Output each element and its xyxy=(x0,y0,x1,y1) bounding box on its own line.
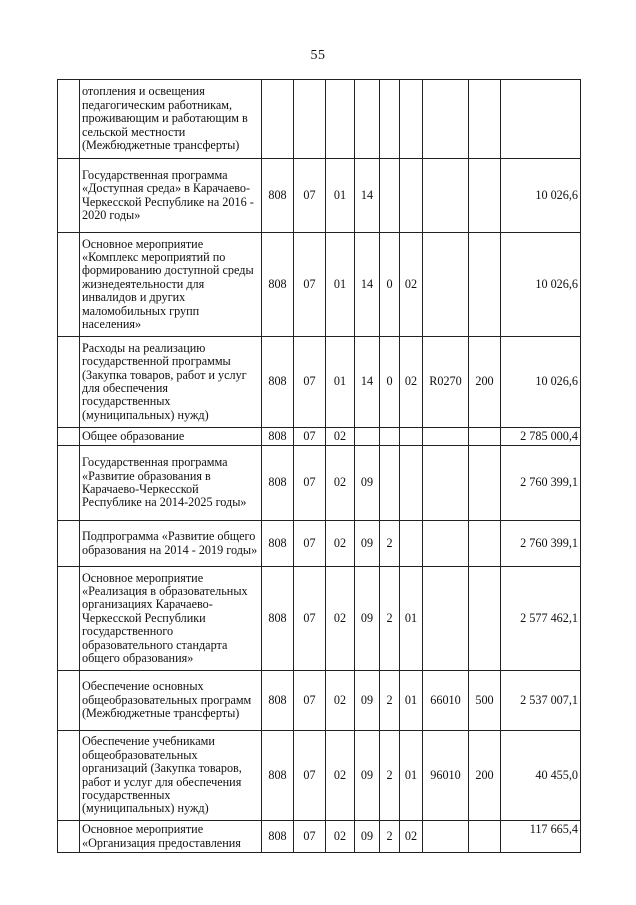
expense-type-code xyxy=(469,80,501,159)
program-code: 14 xyxy=(355,337,380,428)
subprogram-code xyxy=(380,428,400,446)
ministry-code xyxy=(262,80,294,159)
amount: 10 026,6 xyxy=(501,233,581,337)
ministry-code: 808 xyxy=(262,428,294,446)
subprogram-code xyxy=(380,159,400,233)
activity-code xyxy=(400,159,423,233)
item-name: отопления и освещения педагогическим работникам, проживающим и работающим в сельской местности (Межбюджетные трансферты) xyxy=(80,80,262,159)
subprogram-code xyxy=(380,446,400,521)
section-code xyxy=(294,80,326,159)
program-code: 14 xyxy=(355,159,380,233)
direction-code xyxy=(423,821,469,853)
amount xyxy=(501,80,581,159)
section-code: 07 xyxy=(294,731,326,821)
amount: 10 026,6 xyxy=(501,337,581,428)
table-row xyxy=(58,821,581,853)
subsection-code: 02 xyxy=(326,731,355,821)
subprogram-code xyxy=(380,80,400,159)
table-row xyxy=(58,428,581,446)
amount: 117 665,4 xyxy=(501,821,581,853)
expense-type-code xyxy=(469,233,501,337)
expense-type-code xyxy=(469,821,501,853)
activity-code xyxy=(400,446,423,521)
expense-type-code xyxy=(469,159,501,233)
ministry-code: 808 xyxy=(262,821,294,853)
row-index-cell xyxy=(58,567,80,671)
section-code: 07 xyxy=(294,671,326,731)
activity-code: 01 xyxy=(400,567,423,671)
activity-code xyxy=(400,428,423,446)
table-row xyxy=(58,80,581,159)
section-code: 07 xyxy=(294,446,326,521)
expense-type-code: 200 xyxy=(469,337,501,428)
subsection-code: 01 xyxy=(326,337,355,428)
amount: 2 537 007,1 xyxy=(501,671,581,731)
row-index-cell xyxy=(58,446,80,521)
direction-code xyxy=(423,233,469,337)
program-code: 09 xyxy=(355,731,380,821)
direction-code xyxy=(423,521,469,567)
program-code: 09 xyxy=(355,446,380,521)
amount: 40 455,0 xyxy=(501,731,581,821)
direction-code: 66010 xyxy=(423,671,469,731)
subsection-code: 02 xyxy=(326,521,355,567)
ministry-code: 808 xyxy=(262,159,294,233)
item-name: Подпрограмма «Развитие общего образования на 2014 - 2019 годы» xyxy=(80,521,262,567)
ministry-code: 808 xyxy=(262,337,294,428)
expense-type-code xyxy=(469,521,501,567)
direction-code: 96010 xyxy=(423,731,469,821)
row-index-cell xyxy=(58,80,80,159)
amount: 2 760 399,1 xyxy=(501,521,581,567)
subprogram-code: 0 xyxy=(380,337,400,428)
item-name: Основное мероприятие «Комплекс мероприятий по формированию доступной среды жизнедеятельности для инвалидов и других маломобильных групп населения» xyxy=(80,233,262,337)
subprogram-code: 2 xyxy=(380,821,400,853)
row-index-cell xyxy=(58,159,80,233)
subsection-code xyxy=(326,80,355,159)
section-code: 07 xyxy=(294,337,326,428)
item-name: Государственная программа «Развитие образования в Карачаево-Черкесской Республике на 2014-2025 годы» xyxy=(80,446,262,521)
item-name: Основное мероприятие «Организация предоставления xyxy=(80,821,262,853)
subprogram-code: 0 xyxy=(380,233,400,337)
subsection-code: 02 xyxy=(326,428,355,446)
row-index-cell xyxy=(58,337,80,428)
activity-code: 02 xyxy=(400,821,423,853)
direction-code xyxy=(423,80,469,159)
item-name: Обеспечение учебниками общеобразовательных организаций (Закупка товаров, работ и услуг для обеспечения государственных (муниципальных) нужд) xyxy=(80,731,262,821)
ministry-code: 808 xyxy=(262,233,294,337)
program-code: 09 xyxy=(355,671,380,731)
item-name: Основное мероприятие «Реализация в образовательных организациях Карачаево-Черкесской Республики государственного образовательного стандарта общего образования» xyxy=(80,567,262,671)
subsection-code: 02 xyxy=(326,446,355,521)
expense-type-code: 500 xyxy=(469,671,501,731)
subprogram-code: 2 xyxy=(380,731,400,821)
ministry-code: 808 xyxy=(262,671,294,731)
table-row xyxy=(58,446,581,521)
program-code: 09 xyxy=(355,521,380,567)
table-row xyxy=(58,233,581,337)
direction-code xyxy=(423,159,469,233)
ministry-code: 808 xyxy=(262,521,294,567)
direction-code xyxy=(423,567,469,671)
amount: 2 760 399,1 xyxy=(501,446,581,521)
activity-code xyxy=(400,521,423,567)
section-code: 07 xyxy=(294,159,326,233)
subprogram-code: 2 xyxy=(380,567,400,671)
ministry-code: 808 xyxy=(262,731,294,821)
section-code: 07 xyxy=(294,821,326,853)
item-name: Государственная программа «Доступная среда» в Карачаево-Черкесской Республике на 2016 - 2020 годы» xyxy=(80,159,262,233)
activity-code: 02 xyxy=(400,233,423,337)
subprogram-code: 2 xyxy=(380,521,400,567)
budget-table xyxy=(57,79,581,853)
section-code: 07 xyxy=(294,567,326,671)
program-code xyxy=(355,428,380,446)
item-name: Общее образование xyxy=(80,428,262,446)
row-index-cell xyxy=(58,428,80,446)
subsection-code: 02 xyxy=(326,567,355,671)
section-code: 07 xyxy=(294,233,326,337)
program-code: 14 xyxy=(355,233,380,337)
program-code xyxy=(355,80,380,159)
activity-code xyxy=(400,80,423,159)
expense-type-code: 200 xyxy=(469,731,501,821)
table-row xyxy=(58,159,581,233)
subsection-code: 01 xyxy=(326,233,355,337)
table-row xyxy=(58,731,581,821)
row-index-cell xyxy=(58,233,80,337)
direction-code xyxy=(423,446,469,521)
section-code: 07 xyxy=(294,521,326,567)
item-name: Обеспечение основных общеобразовательных программ (Межбюджетные трансферты) xyxy=(80,671,262,731)
page-number: 55 xyxy=(310,48,326,63)
amount: 10 026,6 xyxy=(501,159,581,233)
section-code: 07 xyxy=(294,428,326,446)
row-index-cell xyxy=(58,821,80,853)
direction-code xyxy=(423,428,469,446)
subsection-code: 01 xyxy=(326,159,355,233)
program-code: 09 xyxy=(355,567,380,671)
activity-code: 01 xyxy=(400,671,423,731)
subprogram-code: 2 xyxy=(380,671,400,731)
expense-type-code xyxy=(469,567,501,671)
ministry-code: 808 xyxy=(262,567,294,671)
table-row xyxy=(58,337,581,428)
direction-code: R0270 xyxy=(423,337,469,428)
program-code: 09 xyxy=(355,821,380,853)
row-index-cell xyxy=(58,521,80,567)
table-row xyxy=(58,671,581,731)
table-row xyxy=(58,521,581,567)
amount: 2 785 000,4 xyxy=(501,428,581,446)
item-name: Расходы на реализацию государственной программы (Закупка товаров, работ и услуг для обеспечения государственных (муниципальных) нужд) xyxy=(80,337,262,428)
expense-type-code xyxy=(469,428,501,446)
activity-code: 01 xyxy=(400,731,423,821)
subsection-code: 02 xyxy=(326,671,355,731)
row-index-cell xyxy=(58,731,80,821)
subsection-code: 02 xyxy=(326,821,355,853)
row-index-cell xyxy=(58,671,80,731)
amount: 2 577 462,1 xyxy=(501,567,581,671)
table-row xyxy=(58,567,581,671)
ministry-code: 808 xyxy=(262,446,294,521)
activity-code: 02 xyxy=(400,337,423,428)
expense-type-code xyxy=(469,446,501,521)
